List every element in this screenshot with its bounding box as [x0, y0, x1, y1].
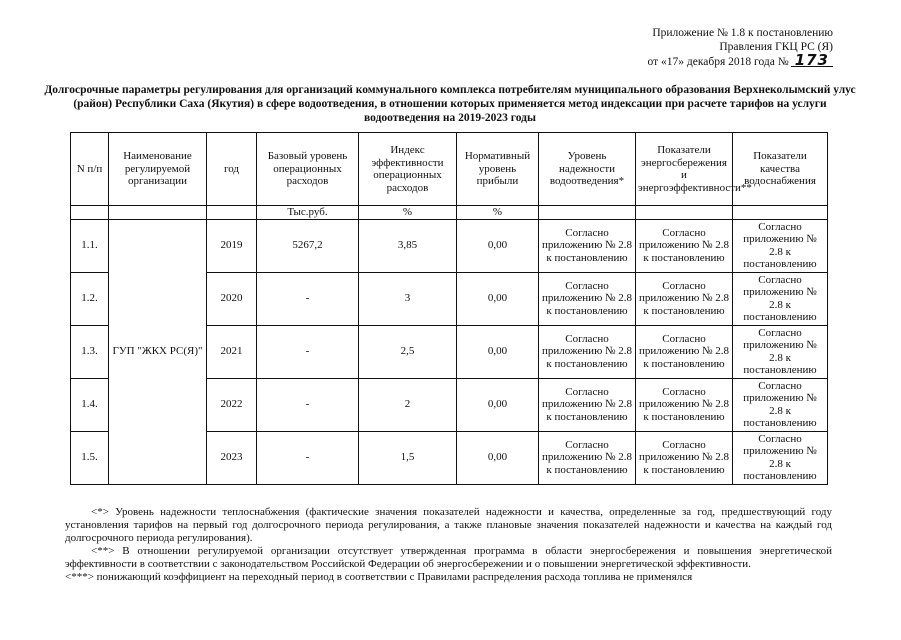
row-energy: Согласно приложению № 2.8 к постановлению [636, 325, 733, 378]
row-energy: Согласно приложению № 2.8 к постановлению [636, 219, 733, 272]
header-cell-year: год [207, 133, 257, 206]
unit-cell-base-costs: Тыс.руб. [257, 206, 359, 220]
row-quality: Согласно приложению № 2.8 к постановлению [733, 219, 828, 272]
row-energy: Согласно приложению № 2.8 к постановлению [636, 378, 733, 431]
row-year: 2020 [207, 272, 257, 325]
row-number: 1.2. [71, 272, 109, 325]
row-efficiency-index: 2,5 [359, 325, 457, 378]
row-efficiency-index: 3 [359, 272, 457, 325]
row-year: 2019 [207, 219, 257, 272]
header-cell-base-costs: Базовый уровень операционных расходов [257, 133, 359, 206]
organization-name: ГУП "ЖКХ РС(Я)" [109, 219, 207, 484]
appendix-line-3 [647, 51, 833, 69]
unit-cell [207, 206, 257, 220]
row-year: 2021 [207, 325, 257, 378]
row-base-costs: - [257, 325, 359, 378]
appendix-line-1: Приложение № 1.8 к постановлению [652, 27, 833, 39]
row-base-costs: 5267,2 [257, 219, 359, 272]
row-reliability: Согласно приложению № 2.8 к постановлению [539, 378, 636, 431]
row-quality: Согласно приложению № 2.8 к постановлению [733, 272, 828, 325]
row-number: 1.5. [71, 431, 109, 484]
appendix-header [648, 26, 833, 69]
unit-cell [109, 206, 207, 220]
row-quality: Согласно приложению № 2.8 к постановлению [733, 378, 828, 431]
unit-cell-profit: % [457, 206, 539, 220]
row-quality: Согласно приложению № 2.8 к постановлению [733, 431, 828, 484]
row-base-costs: - [257, 272, 359, 325]
row-reliability: Согласно приложению № 2.8 к постановлению [539, 272, 636, 325]
unit-cell [539, 206, 636, 220]
header-cell-quality: Показатели качества водоснабжения [733, 133, 828, 206]
row-quality: Согласно приложению № 2.8 к постановлению [733, 325, 828, 378]
unit-cell [71, 206, 109, 220]
header-cell-profit: Нормативный уровень прибыли [457, 133, 539, 206]
header-cell-reliability: Уровень надежности водоотведения* [539, 133, 636, 206]
footnotes [65, 506, 832, 584]
table-header-row [71, 133, 828, 206]
row-year: 2023 [207, 431, 257, 484]
handwritten-document-number: 173 [791, 54, 833, 67]
row-efficiency-index: 1,5 [359, 431, 457, 484]
unit-cell [733, 206, 828, 220]
row-energy: Согласно приложению № 2.8 к постановлению [636, 431, 733, 484]
header-cell-organization: Наименование регулируемой организации [109, 133, 207, 206]
row-efficiency-index: 2 [359, 378, 457, 431]
row-energy: Согласно приложению № 2.8 к постановлению [636, 272, 733, 325]
header-cell-energy: Показатели энергосбережения и энергоэффективности** [636, 133, 733, 206]
appendix-date: от «17» декабря 2018 года № [647, 56, 789, 68]
header-cell-efficiency-index: Индекс эффективности операционных расходов [359, 133, 457, 206]
row-efficiency-index: 3,85 [359, 219, 457, 272]
document-title: Долгосрочные параметры регулирования для организаций коммунального комплекса потребителям муниципального образования Верхнеколымский улус (район) Республики Саха (Якутия) в сфере водоотведения, в отношении которых применяется метод индексации при расчете тарифов на услуги водоотведения на 2019-2023 годы [44, 84, 856, 124]
row-base-costs: - [257, 431, 359, 484]
row-profit: 0,00 [457, 325, 539, 378]
footnote-reduction-coefficient: <***> понижающий коэффициент на переходный период в соответствии с Правилами распределения расхода топлива не применялся [65, 571, 693, 583]
row-number: 1.1. [71, 219, 109, 272]
table-units-row [71, 206, 828, 220]
row-reliability: Согласно приложению № 2.8 к постановлению [539, 431, 636, 484]
header-cell-num: N п/п [71, 133, 109, 206]
unit-cell [636, 206, 733, 220]
row-reliability: Согласно приложению № 2.8 к постановлению [539, 219, 636, 272]
row-profit: 0,00 [457, 378, 539, 431]
row-profit: 0,00 [457, 272, 539, 325]
row-number: 1.4. [71, 378, 109, 431]
row-base-costs: - [257, 378, 359, 431]
footnote-energy-program: <**> В отношении регулируемой организации отсутствует утвержденная программа в области энергосбережения и повышения энергетической эффективности в соответствии с законодательством Российской Федерации об энергосбережении и о повышении энергетической эффективности. [65, 545, 832, 570]
table-row [71, 219, 828, 272]
row-profit: 0,00 [457, 431, 539, 484]
row-number: 1.3. [71, 325, 109, 378]
appendix-line-2: Правления ГКЦ РС (Я) [719, 41, 833, 53]
parameters-table [70, 132, 828, 485]
row-reliability: Согласно приложению № 2.8 к постановлению [539, 325, 636, 378]
footnote-reliability: <*> Уровень надежности теплоснабжения (фактические значения показателей надежности и качества, определенные за год, предшествующий году установления тарифов на первый год долгосрочного периода регулирования, а также плановые значения показателей надежности и качества на каждый год долгосрочного периода регулирования). [65, 506, 832, 544]
row-profit: 0,00 [457, 219, 539, 272]
row-year: 2022 [207, 378, 257, 431]
unit-cell-efficiency-index: % [359, 206, 457, 220]
